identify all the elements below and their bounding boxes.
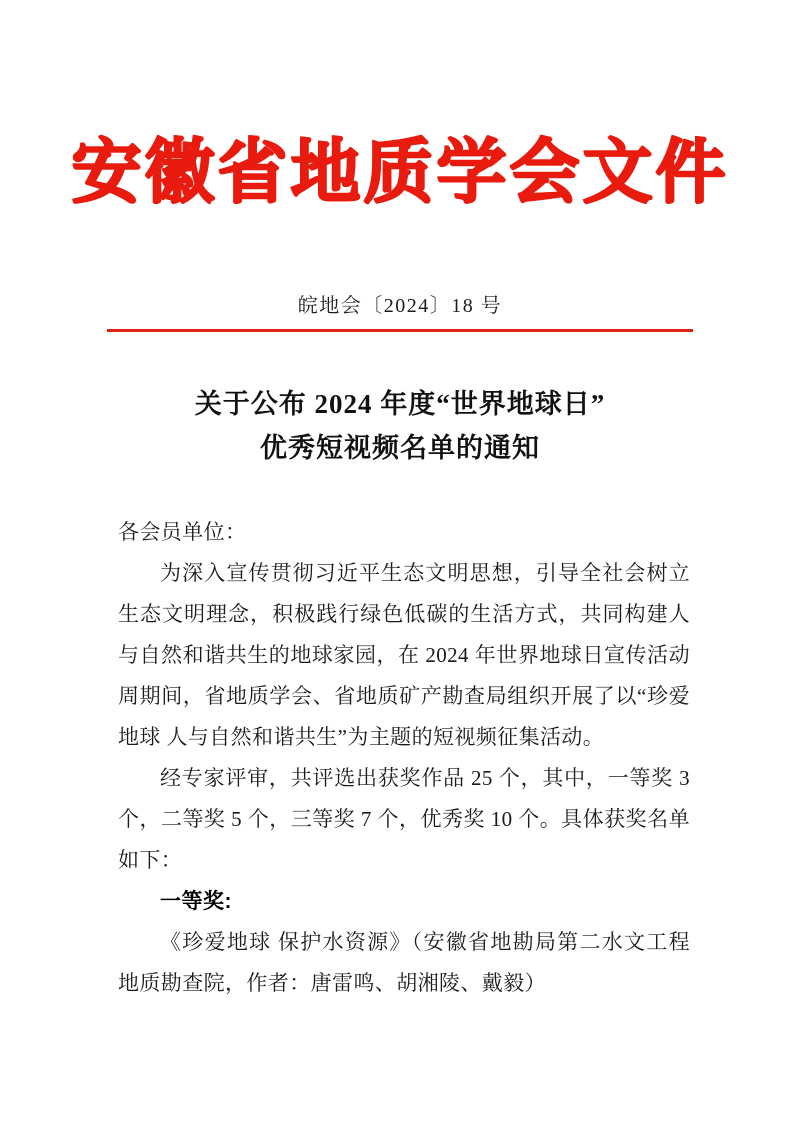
document-title-line-2: 优秀短视频名单的通知: [260, 433, 540, 463]
body-paragraph-2: 经专家评审，共评选出获奖作品 25 个，其中，一等奖 3 个，二等奖 5 个，三等奖 7 个，优秀奖 10 个。具体获奖名单如下：: [118, 766, 690, 872]
document-serial-number: 皖地会〔2024〕18 号: [297, 295, 503, 317]
document-title: [100, 382, 700, 470]
document-body: [118, 512, 690, 1004]
award-entry-first-prize: 《珍爱地球 保护水资源》（安徽省地勘局第二水文工程地质勘查院，作者：唐雷鸣、胡湘陵、戴毅）: [118, 930, 690, 995]
salutation: 各会员单位：: [118, 520, 247, 544]
document-masthead: 安徽省地质学会文件: [71, 135, 729, 212]
red-divider-rule: [107, 329, 693, 332]
document-title-line-1: 关于公布 2024 年度“世界地球日”: [194, 389, 606, 419]
body-paragraph-1: 为深入宣传贯彻习近平生态文明思想，引导全社会树立生态文明理念，积极践行绿色低碳的生活方式，共同构建人与自然和谐共生的地球家园，在 2024 年世界地球日宣传活动周期间，省地质学会、省地质矿产勘查局组织开展了以“珍爱地球 人与自然和谐共生”为主题的短视频征集活动。: [118, 561, 690, 749]
award-heading-first-prize: 一等奖:: [160, 890, 232, 913]
